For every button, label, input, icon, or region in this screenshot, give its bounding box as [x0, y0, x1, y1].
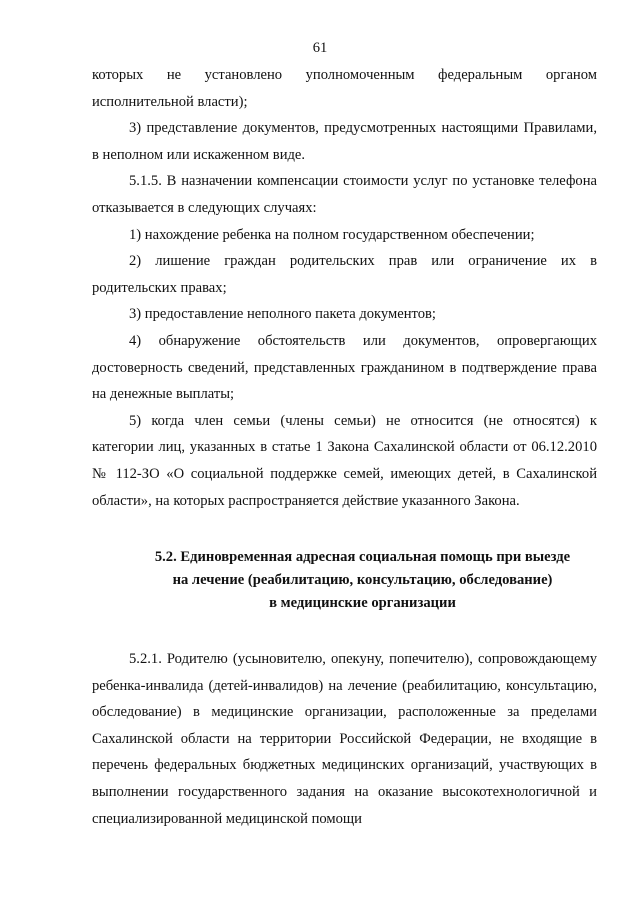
paragraph: 5.2.1. Родителю (усыновителю, опекуну, попечителю), сопровождающему ребенка-инвалида (детей-инвалидов) на лечение (реабилитацию, консультацию, обследование) в медицинские организации, расположенные за пределами Сахалинской области на территории Российской Федерации, не входящие в перечень федеральных бюджетных медицинских организаций, участвующих в выполнении государственного задания на оказание высокотехнологичной и специализированной медицинской помощи [92, 651, 597, 827]
paragraphs-after [92, 646, 597, 832]
paragraph: 3) предоставление неполного пакета документов; [129, 306, 436, 323]
paragraph: которых не установлено уполномоченным федеральным органом исполнительной власти); [92, 67, 597, 110]
paragraph: 2) лишение граждан родительских прав или ограничение их в родительских правах; [92, 253, 597, 296]
paragraph: 5) когда член семьи (члены семьи) не относится (не относятся) к категории лиц, указанных в статье 1 Закона Сахалинской области от 06.12.2010 № 112-ЗО «О социальной поддержке семей, имеющих детей, в Сахалинской области», на которых распространяется действие указанного Закона. [92, 412, 597, 509]
paragraphs-before [92, 62, 597, 514]
document-body [92, 62, 597, 832]
section-heading-line: в медицинские организации [269, 595, 456, 612]
paragraph: 3) представление документов, предусмотренных настоящими Правилами, в неполном или искаженном виде. [92, 120, 597, 163]
page-number: 61 [312, 40, 328, 56]
section-heading-line: 5.2. Единовременная адресная социальная помощь при выезде [154, 549, 571, 566]
paragraph: 5.1.5. В назначении компенсации стоимости услуг по установке телефона отказывается в следующих случаях: [92, 173, 597, 216]
paragraph: 1) нахождение ребенка на полном государственном обеспечении; [129, 226, 535, 243]
section-heading-line: на лечение (реабилитацию, консультацию, обследование) [172, 572, 553, 589]
paragraph: 4) обнаружение обстоятельств или документов, опровергающих достоверность сведений, представленных гражданином в подтверждение права на денежные выплаты; [92, 332, 597, 403]
section-heading [92, 546, 597, 615]
